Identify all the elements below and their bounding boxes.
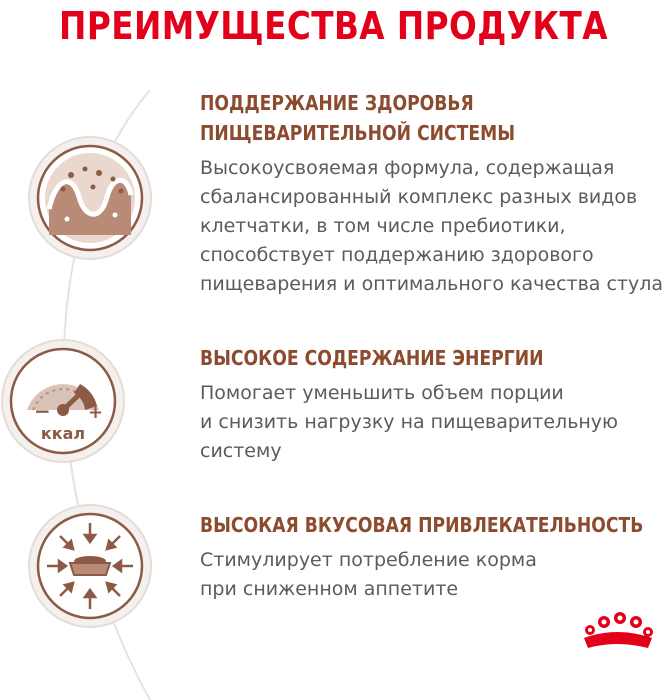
benefit-description [200, 546, 667, 604]
benefit-text-line: Помогает уменьшить объем порции [200, 382, 564, 404]
benefit-text-line: пищеварения и оптимального качества стула [200, 273, 664, 295]
benefit-text-line: способствует поддержанию здорового [200, 244, 594, 266]
benefit-text-line: Высокоусвояемая формула, содержащая [200, 157, 615, 179]
gauge-plus-label: + [88, 402, 104, 423]
gauge-minus-label: − [34, 399, 51, 423]
benefit-text-line: клетчатки, в том числе пребиотики, [200, 215, 566, 237]
benefit-palatability [200, 510, 667, 604]
page-title: ПРЕИМУЩЕСТВА ПРОДУКТА [59, 4, 608, 48]
benefit-text-line: и снизить нагрузку на пищеварительную [200, 411, 619, 433]
digestive-health-icon [27, 135, 153, 261]
benefit-heading-line: ВЫСОКАЯ ВКУСОВАЯ ПРИВЛЕКАТЕЛЬНОСТЬ [200, 513, 644, 537]
calorie-gauge-icon [0, 338, 126, 464]
benefit-text-line: систему [200, 440, 282, 462]
benefit-text-line: сбалансированный комплекс разных видов [200, 186, 638, 208]
benefit-heading-line: ПИЩЕВАРИТЕЛЬНОЙ СИСТЕМЫ [200, 121, 516, 145]
gauge-kcal-label: ккал [40, 424, 86, 443]
food-bowl-icon [27, 503, 153, 629]
benefit-heading [200, 88, 602, 148]
benefit-high-energy [200, 343, 667, 466]
benefit-description [200, 379, 667, 466]
benefit-heading-line: ПОДДЕРЖАНИЕ ЗДОРОВЬЯ [200, 91, 474, 115]
benefit-description [200, 154, 667, 299]
benefit-heading [200, 510, 644, 540]
benefit-heading [200, 343, 602, 373]
royal-canin-crown-logo [580, 612, 654, 656]
benefit-text-line: Стимулирует потребление корма [200, 549, 537, 571]
benefit-heading-line: ВЫСОКОЕ СОДЕРЖАНИЕ ЭНЕРГИИ [200, 346, 544, 370]
benefit-text-line: при сниженном аппетите [200, 578, 459, 600]
benefit-digestive-health [200, 88, 667, 299]
